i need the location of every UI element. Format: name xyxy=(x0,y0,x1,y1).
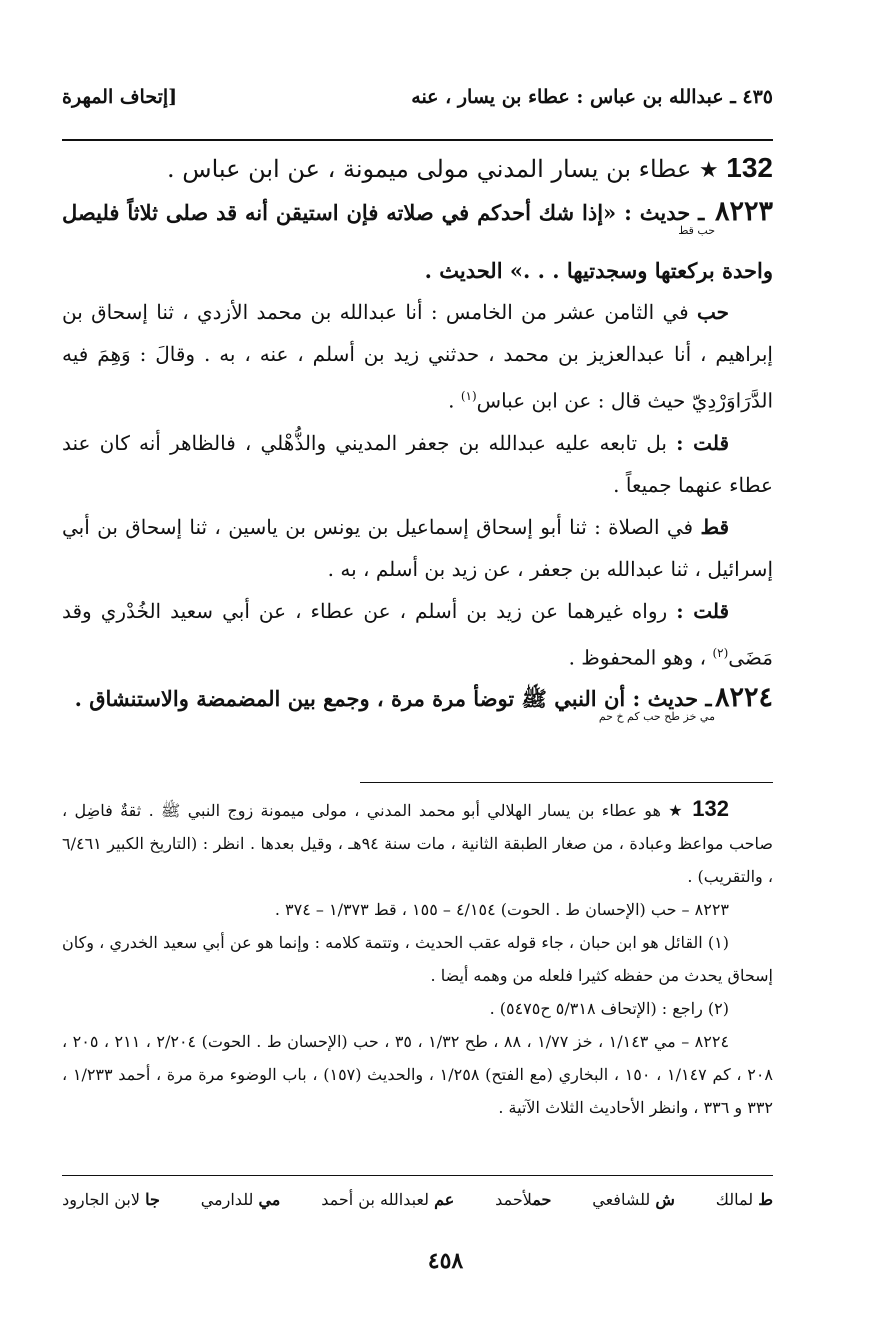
hadith-sigla: مي خز طح حب كم خ حم xyxy=(598,710,715,724)
paragraph-lead: قلت : xyxy=(676,430,730,455)
footnote-2: (٢) راجع : (الإتحاف ٥/٣١٨ ح٥٤٧٥) . xyxy=(489,999,729,1018)
paragraph-text: في الصلاة : ثنا أبو إسحاق إسماعيل بن يونس بن ياسين ، ثنا إسحاق بن أبي إسرائيل ، ثنا عبدالله بن جعفر ، عن زيد بن أسلم ، به . xyxy=(62,514,773,581)
paragraph-lead: قلت : xyxy=(676,598,730,623)
footnotes xyxy=(62,792,773,1124)
legend-item: عم لعبدالله بن أحمد xyxy=(321,1190,455,1209)
footnote-ref: (٢) xyxy=(712,645,729,660)
hadith-text: أن النبي ﷺ توضأ مرة مرة ، وجمع بين المضمضة والاستنشاق . xyxy=(74,686,626,712)
running-title: ٤٣٥ ـ عبدالله بن عباس : عطاء بن يسار ، عنه xyxy=(411,86,773,108)
paragraph-text: في الثامن عشر من الخامس : أنا عبدالله بن محمد الأزدي ، ثنا إسحاق بن إبراهيم ، أنا عبدالعزيز بن محمد ، حدثني زيد بن أسلم ، عنه ، به . وقالَ : وَهِمَ فيه الدَّرَاوَرْدِيّ حيث قال : عن ابن عباس xyxy=(62,300,773,413)
page-number: ٤٥٨ xyxy=(427,1248,464,1274)
hadith-8223 xyxy=(62,192,773,291)
paragraph-lead: حب xyxy=(696,300,729,324)
narrator-number: 132 xyxy=(726,152,773,183)
legend-item: جا لابن الجارود xyxy=(62,1190,160,1209)
footnote-1: (١) القائل هو ابن حبان ، جاء قوله عقب الحديث ، وتتمة كلامه : وإنما هو عن أبي سعيد الخدري ، وكان إسحاق يحدث من حفظه كثيرا فلعله من وهمه أيضا . xyxy=(62,933,773,985)
hadith-8224 xyxy=(62,678,773,737)
hadith-text: «إذا شك أحدكم في صلاته فإن استيقن أنه قد صلى ثلاثاً فليصل واحدة بركعتها وسجدتيها . . .» الحديث . xyxy=(62,200,773,283)
footnote-rule xyxy=(360,782,773,783)
bio-number: 132 xyxy=(692,796,729,821)
footnote-ref: (١) xyxy=(460,389,477,403)
hadith-label: ـ حديث : xyxy=(624,200,705,225)
commentary-paragraph xyxy=(62,291,773,422)
source-note-8223: ٨٢٢٣ – حب (الإحسان ط . الحوت) ٤/١٥٤ – ١٥٥ ، قط ١/٣٧٣ – ٣٧٤ . xyxy=(274,900,729,919)
main-text xyxy=(62,147,773,737)
paragraph-lead: قط xyxy=(700,514,729,539)
bio-text: هو عطاء بن يسار الهلالي أبو محمد المدني ، مولى ميمونة زوج النبي ﷺ . ثقةٌ فاضِل ، صاحب مواعظ وعبادة ، من صغار الطبقة الثانية ، مات سنة ٩٤هـ ، وقيل بعدها . انظر : (التاريخ الكبير ٦/٤٦١ ، والتقريب) . xyxy=(62,801,774,886)
legend-item: ط لمالك xyxy=(715,1190,773,1209)
legend-item: مي للدارمي xyxy=(200,1190,281,1209)
page-header xyxy=(62,86,773,120)
narrator-biography xyxy=(62,792,773,893)
hadith-sigla: حب قط xyxy=(678,224,716,237)
book-title: [إتحاف المهرة xyxy=(62,86,178,108)
paragraph-tail: ، وهو المحفوظ . xyxy=(568,645,713,670)
header-rule xyxy=(62,139,773,141)
abbreviation-legend xyxy=(62,1190,773,1209)
commentary-paragraph xyxy=(62,422,773,506)
source-note-8224: ٨٢٢٤ – مي ١/١٤٣ ، خز ١/٧٧ ، ٨٨ ، طح ١/٣٢ ، ٣٥ ، حب (الإحسان ط . الحوت) ٢/٢٠٤ ، ٢١١ ، ٢٠٥ ، ٢٠٨ ، كم ١/١٤٧ ، ١٥٠ ، البخاري (مع الفتح) ١/٢٥٨ ، والحديث (١٥٧) ، باب الوضوء مرة مرة ، أحمد ١/٢٣٣ ، ٣٣٢ و ٣٣٦ ، وانظر الأحاديث الثلاث الآتية . xyxy=(62,1032,774,1117)
legend-rule xyxy=(62,1175,773,1176)
paragraph-text: رواه غيرهما عن زيد بن أسلم ، عن عطاء ، عن أبي سعيد الخُدْري وقد مَضَى xyxy=(62,598,773,670)
paragraph-text: بل تابعه عليه عبدالله بن جعفر المديني والذُّهْلي ، فالظاهر أنه كان عند عطاء عنهما جميعاً . xyxy=(62,430,773,497)
hadith-number: ٨٢٢٤ xyxy=(714,682,773,714)
narrator-text: عطاء بن يسار المدني مولى ميمونة ، عن ابن عباس . xyxy=(167,155,692,183)
narrator-heading xyxy=(62,147,773,192)
commentary-paragraph xyxy=(62,590,773,679)
star-icon: ★ xyxy=(668,801,685,820)
hadith-number: ٨٢٢٣ xyxy=(715,196,774,227)
star-icon: ★ xyxy=(698,158,719,183)
hadith-label: ـ حديث : xyxy=(632,686,712,712)
legend-item: ش للشافعي xyxy=(592,1190,675,1209)
legend-item: حملأحمد xyxy=(495,1190,552,1209)
paragraph-tail: . xyxy=(448,388,461,413)
commentary-paragraph xyxy=(62,506,773,590)
